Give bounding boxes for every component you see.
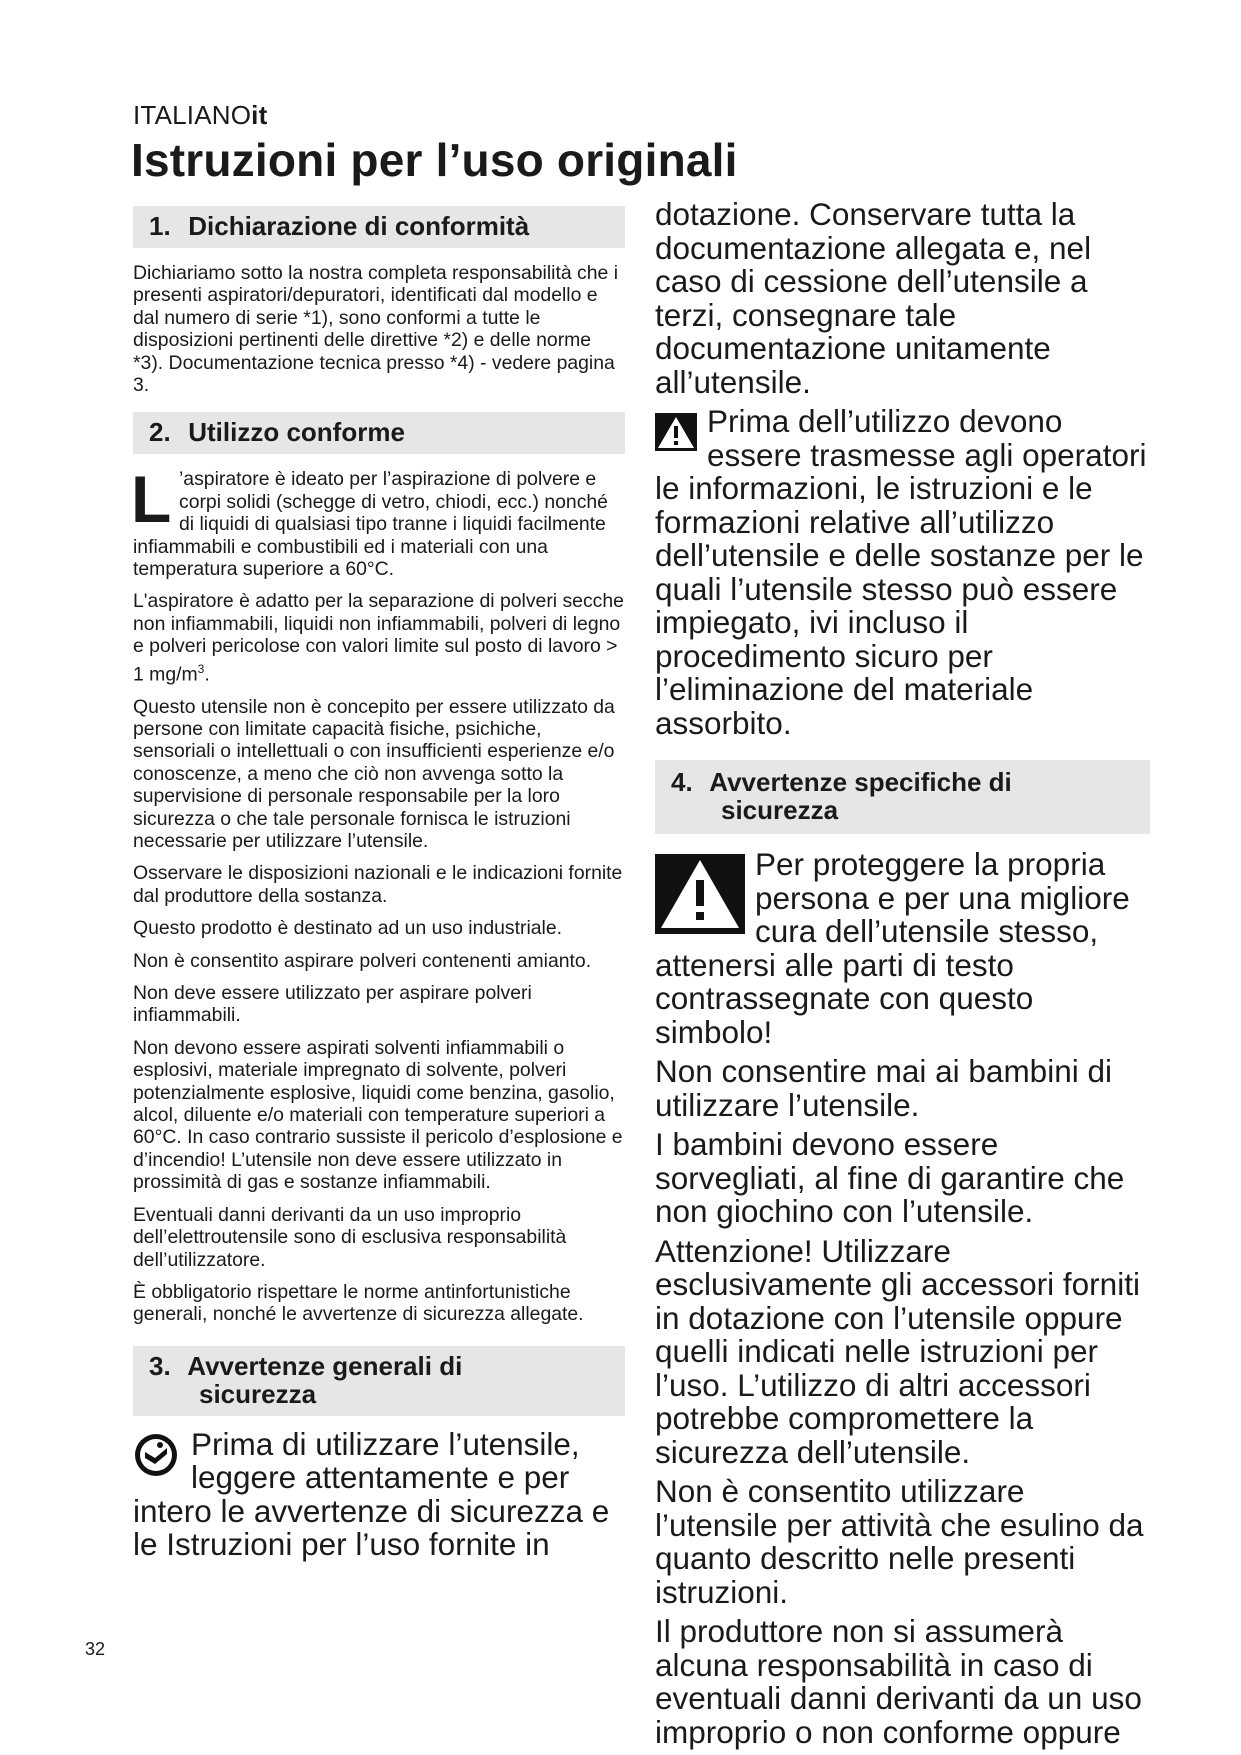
page-number: 32: [85, 1639, 106, 1659]
section-4-heading: 4. Avvertenze specifiche di sicurezza: [655, 760, 1150, 834]
language-label: ITALIANOit: [133, 100, 268, 130]
safety-paragraph: Non è consentito utilizzare l’utensile per attività che esulino da quanto descritto nelle presenti istruzioni.: [655, 1473, 1144, 1610]
intended-use-paragraph: Osservare le disposizioni nazionali e le indicazioni fornite dal produttore della sostanza.: [133, 862, 623, 907]
safety-paragraph: Attenzione! Utilizzare esclusivamente gli accessori forniti in dotazione con l’utensile oppure quelli indicati nelle istruzioni per l’uso. L’utilizzo di altri accessori potrebbe compromettere la sicurezza dell’utensile.: [655, 1232, 1140, 1470]
intended-use-paragraph: Eventuali danni derivanti da un uso improprio dell’elettroutensile sono di esclusiva responsabilità dell’utilizzatore.: [133, 1203, 567, 1271]
operator-warning-text: Prima dell’utilizzo devono essere trasmesse agli operatori le informazioni, le istruzioni e le formazioni relative all’utilizzo dell’utensile e delle sostanze per le quali l’utensile stesso può essere impiegato, ivi incluso il procedimento sicuro per l’eliminazione del materiale assorbito.: [655, 403, 1147, 741]
safety-paragraph: Non consentire mai ai bambini di utilizzare l’utensile.: [655, 1053, 1112, 1123]
right-column: [655, 198, 1150, 1755]
specific-warning-text: Per proteggere la propria persona e per una migliore cura dell’utensile stesso, attenersi alle parti di testo contrassegnate con questo simbolo!: [655, 846, 1130, 1050]
section-3-heading: 3. Avvertenze generali di sicurezza: [133, 1346, 625, 1416]
warning-triangle-icon: [655, 413, 697, 458]
read-manual-icon: [133, 1432, 179, 1485]
page-title: Istruzioni per l’uso originali: [131, 134, 738, 186]
intended-use-paragraph: Non deve essere utilizzato per aspirare polveri infiammabili.: [133, 982, 532, 1027]
declaration-text: Dichiariamo sotto la nostra completa responsabilità che i presenti aspiratori/depuratori, identificati dal modello e dal numero di serie *1), sono conformi a tutte le disposizioni pertinenti delle direttive *2) e delle norme *3). Documentazione tecnica presso *4) - vedere pagina 3.: [133, 262, 619, 397]
intended-use-paragraph: Non è consentito aspirare polveri contenenti amianto.: [133, 949, 592, 972]
intended-use-paragraph: È obbligatorio rispettare le norme antinfortunistiche generali, nonché le avvertenze di sicurezza allegate.: [133, 1280, 584, 1326]
dropcap-letter: L: [131, 462, 172, 537]
intended-use-paragraph: L'aspiratore è adatto per la separazione di polveri secche non infiammabili, liquidi non infiammabili, polveri di legno e polveri pericolose con valori limite sul posto di lavoro > 1 $mg/m^3$.: [133, 590, 624, 686]
warning-triangle-icon: [655, 854, 745, 941]
intended-use-paragraph: Non devono essere aspirati solventi infiammabili o esplosivi, materiale impregnato di solvente, polveri potenzialmente esplosive, liquidi come benzina, gasolio, alcol, diluente e/o materiali con temperature superiori a 60°C. In caso contrario sussiste il pericolo d’esplosione e d’incendio! L’utensile non deve essere utilizzato in prossimità di gas e sostanze infiammabili.: [133, 1036, 623, 1194]
intended-use-paragraph: Questo prodotto è destinato ad un uso industriale.: [133, 917, 563, 940]
read-instructions-text: Prima di utilizzare l’utensile, leggere attentamente e per intero le avvertenze di sicurezza e le Istruzioni per l’uso fornite in: [133, 1425, 610, 1563]
intended-use-paragraph: Questo utensile non è concepito per essere utilizzato da persone con limitate capacità fisiche, psichiche, sensoriali o intellettuali o con insufficienti esperienze e/o conoscenze, a meno che ciò non avvenga sotto la supervisione di personale responsabile per la loro sicurezza o che tale personale fornisca le istruzioni necessarie per utilizzare l’utensile.: [133, 695, 615, 852]
safety-paragraph: I bambini devono essere sorvegliati, al fine di garantire che non giochino con l’utensile.: [655, 1126, 1125, 1229]
section-2-heading: 2. Utilizzo conforme: [133, 412, 625, 454]
intended-use-paragraph: L ’aspiratore è ideato per l’aspirazione di polvere e corpi solidi (schegge di vetro, chiodi, ecc.) nonché di liquidi di qualsiasi tipo tranne i liquidi facilmente infiammabili e combustibili ed i materiali con una temperatura superiore a 60°C.: [131, 462, 608, 581]
safety-paragraph: Il produttore non si assumerà alcuna responsabilità in caso di eventuali danni derivanti da un uso improprio o non conforme oppure: [655, 1613, 1142, 1750]
section-1-heading: 1. Dichiarazione di conformità: [133, 206, 625, 248]
left-column: [133, 206, 625, 1568]
general-safety-text: dotazione. Conservare tutta la documentazione allegata e, nel caso di cessione dell’utensile a terzi, consegnare tale documentazione unitamente all’utensile.: [655, 196, 1092, 400]
